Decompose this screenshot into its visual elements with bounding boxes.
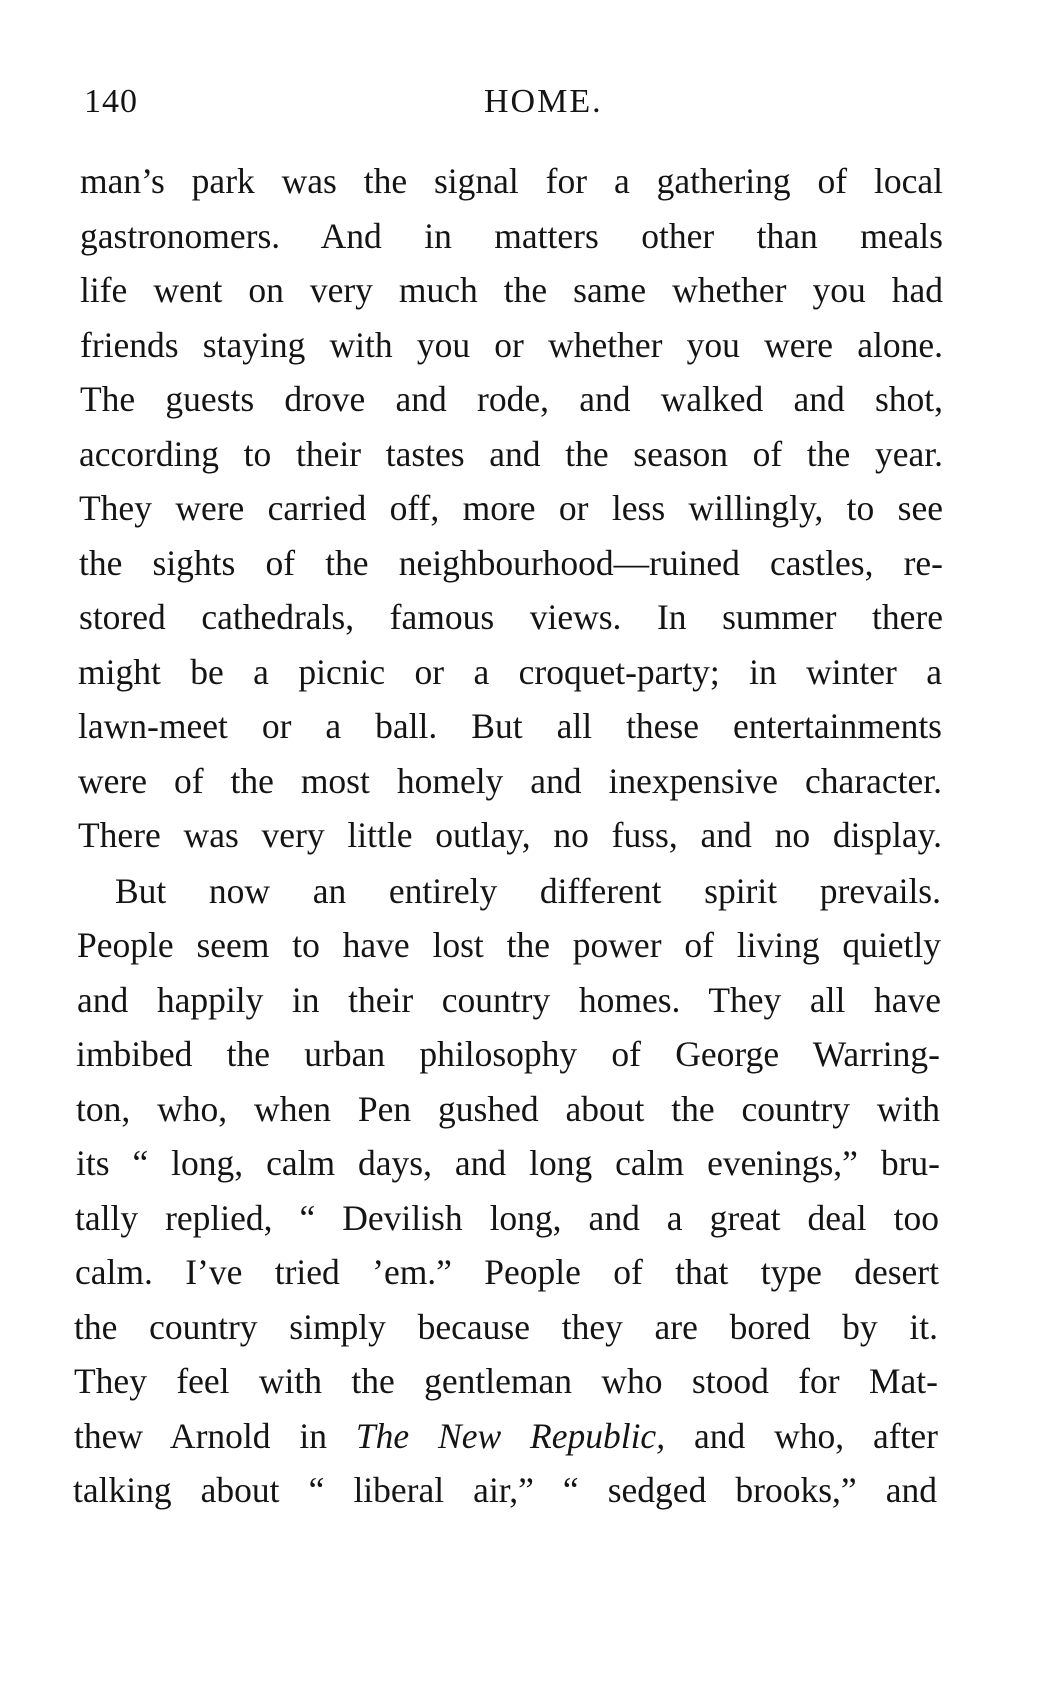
text-segment: thew Arnold in	[74, 1416, 356, 1456]
text-line: gastronomers. And in matters other than meals	[80, 216, 943, 256]
text-line: calm. I’ve tried ’em.” People of that type desert	[75, 1252, 939, 1292]
text-line: life went on very much the same whether you had	[80, 270, 943, 310]
text-line: friends staying with you or whether you were alone.	[80, 325, 943, 365]
text-line: People seem to have lost the power of living quietly	[77, 925, 941, 965]
text-line: But now an entirely different spirit prevails.	[115, 871, 941, 911]
text-line: tally replied, “ Devilish long, and a great deal too	[75, 1198, 939, 1238]
text-line-with-italic-title	[74, 1407, 938, 1465]
text-line: They were carried off, more or less willingly, to see	[79, 488, 943, 528]
book-title-italic: The New Republic,	[355, 1416, 666, 1456]
text-line: The guests drove and rode, and walked and shot,	[80, 379, 943, 419]
text-line: ton, who, when Pen gushed about the country with	[76, 1089, 940, 1129]
text-line: imbibed the urban philosophy of George Warring-	[76, 1034, 940, 1074]
text-line: There was very little outlay, no fuss, and no display.	[78, 815, 942, 855]
text-line: and happily in their country homes. They all have	[77, 980, 941, 1020]
text-line: its “ long, calm days, and long calm evenings,” bru-	[76, 1143, 940, 1183]
text-line: according to their tastes and the season of the year.	[79, 434, 943, 474]
text-line: They feel with the gentleman who stood for Mat-	[74, 1361, 938, 1401]
page-header	[84, 78, 1004, 126]
running-head: HOME.	[484, 83, 603, 120]
text-line: might be a picnic or a croquet-party; in winter a	[78, 652, 942, 692]
text-line: talking about “ liberal air,” “ sedged brooks,” and	[73, 1470, 937, 1510]
text-line: the country simply because they are bored by it.	[74, 1307, 938, 1347]
text-line: were of the most homely and inexpensive character.	[78, 761, 942, 801]
text-segment: and who, after	[665, 1416, 939, 1456]
text-line: man’s park was the signal for a gathering of local	[80, 161, 943, 201]
text-line: lawn-meet or a ball. But all these entertainments	[78, 706, 942, 746]
page-number: 140	[84, 83, 138, 120]
text-line: the sights of the neighbourhood—ruined castles, re-	[79, 543, 943, 583]
text-line: stored cathedrals, famous views. In summer there	[79, 597, 943, 637]
